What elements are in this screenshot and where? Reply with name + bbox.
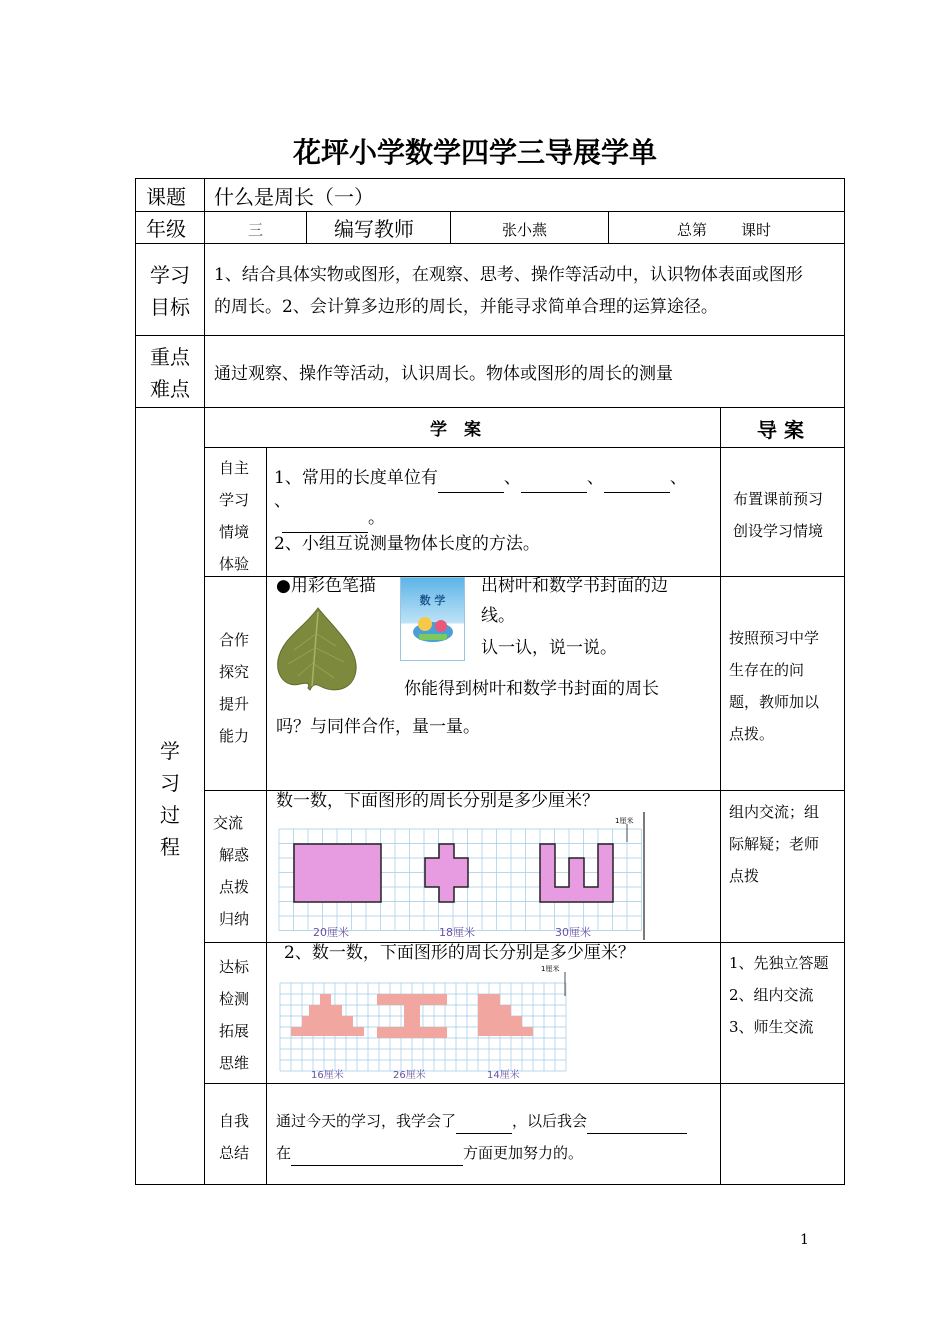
- s1-line-3: 2、小组互说测量物体长度的方法。: [274, 534, 540, 554]
- s5-line-2b: 方面更加努力的。: [463, 1144, 584, 1162]
- process-label-char-2: 习: [160, 771, 180, 795]
- book-illustration: [409, 610, 457, 644]
- grade-label: 年级: [146, 217, 186, 241]
- lesson-unit: 课时: [741, 221, 772, 239]
- s5-label-2: 总结: [219, 1144, 250, 1162]
- perimeter-figure-1: [275, 810, 655, 942]
- s1-guide-1: 布置课前预习: [733, 490, 824, 508]
- s2-guide-4: 点拨。: [729, 725, 775, 743]
- lesson-total: 总第: [677, 221, 708, 239]
- s5-line-2a: 在: [276, 1144, 292, 1162]
- s1-label-3: 情境: [219, 523, 250, 541]
- focus-label-2: 难点: [150, 377, 190, 401]
- s5-label-cell: [204, 1083, 267, 1185]
- math-book-title: 数 学: [419, 594, 446, 607]
- s2-line-4: 你能得到树叶和数学书封面的周长: [404, 679, 659, 699]
- s4-question: 2、数一数，下面图形的周长分别是多少厘米？: [284, 943, 635, 963]
- s2-line-5: 吗？与同伴合作，量一量。: [276, 717, 480, 737]
- s5-line-2: [276, 1141, 583, 1166]
- s1-line-2b: 。: [282, 505, 385, 533]
- unit-label-1: 1厘米: [615, 817, 634, 825]
- s3-label-1: 交流: [213, 814, 244, 832]
- s3-guide-3: 点拨: [729, 867, 760, 885]
- s3-question: 数一数，下面图形的周长分别是多少厘米？: [276, 791, 599, 811]
- s4-guide-2: 2、组内交流: [729, 986, 814, 1004]
- s3-guide-1: 组内交流；组: [729, 803, 820, 821]
- s2-line-3: 认一认，说一说。: [481, 638, 617, 658]
- s3-label-3: 点拨: [219, 878, 250, 896]
- answer-2-2: 26厘米: [393, 1070, 426, 1081]
- goal-text-cell: [204, 243, 845, 336]
- blank-2[interactable]: [521, 465, 587, 493]
- s2-label-1: 合作: [219, 631, 250, 649]
- s5-guide-cell: [720, 1083, 845, 1185]
- perimeter-figure-2: [275, 962, 585, 1082]
- shape-step: [478, 994, 533, 1036]
- process-label-char-3: 过: [160, 803, 180, 827]
- answer-1-1: 20厘米: [313, 926, 349, 939]
- s2-line-2: 线。: [481, 606, 515, 626]
- answer-2-3: 14厘米: [487, 1070, 520, 1081]
- guide-header: 导 案: [757, 418, 804, 442]
- shape-cross: [425, 844, 468, 902]
- s4-label-1: 达标: [219, 958, 250, 976]
- s2-guide-cell: [720, 576, 845, 791]
- topic-value: 什么是周长（一）: [214, 185, 374, 209]
- s2-guide-2: 生存在的问: [729, 661, 805, 679]
- s5-line-1a: 通过今天的学习，我学会了: [276, 1112, 457, 1130]
- blank-7[interactable]: [291, 1141, 463, 1166]
- s2-line-1b: 出树叶和数学书封面的边: [481, 576, 668, 596]
- math-book-image: [400, 577, 465, 661]
- s5-label-1: 自我: [219, 1112, 250, 1130]
- s4-label-2: 检测: [219, 990, 250, 1008]
- s5-line-1: [276, 1109, 687, 1134]
- process-label-char-4: 程: [160, 835, 180, 859]
- teacher-label: 编写教师: [334, 217, 414, 241]
- s5-content-cell: [266, 1083, 721, 1185]
- lesson-cell: [608, 211, 845, 244]
- grade-value: 三: [248, 221, 264, 239]
- shape-rectangle: [294, 844, 381, 902]
- s2-label-2: 探究: [219, 663, 250, 681]
- focus-label-1: 重点: [150, 345, 190, 369]
- answer-1-3: 30厘米: [555, 926, 591, 939]
- blank-4[interactable]: [282, 505, 368, 533]
- teacher-value: 张小燕: [502, 221, 548, 239]
- goal-line-2: 的周长。2、会计算多边形的周长，并能寻求简单合理的运算途径。: [214, 297, 718, 317]
- shape-comb: [540, 844, 613, 902]
- s2-label-4: 能力: [219, 727, 250, 745]
- study-header: 学 案: [430, 420, 481, 440]
- blank-5[interactable]: [456, 1109, 512, 1134]
- s3-label-2: 解惑: [219, 846, 250, 864]
- blank-1[interactable]: [438, 465, 504, 493]
- s1-guide-cell: [720, 447, 845, 577]
- blank-3[interactable]: [604, 465, 670, 493]
- leaf-image: [274, 604, 360, 696]
- goal-label-2: 目标: [150, 295, 190, 319]
- s4-label-3: 拓展: [219, 1022, 250, 1040]
- page-number: 1: [800, 1232, 809, 1248]
- page-title: 花坪小学数学四学三导展学单: [292, 136, 657, 169]
- goal-label-1: 学习: [150, 263, 190, 287]
- focus-text: 通过观察、操作等活动，认识周长。物体或图形的周长的测量: [214, 364, 673, 384]
- s4-guide-3: 3、师生交流: [729, 1018, 814, 1036]
- process-label-char-1: 学: [160, 739, 180, 763]
- goal-line-1: 1、结合具体实物或图形，在观察、思考、操作等活动中，认识物体表面或图形: [214, 265, 803, 285]
- s1-line-1: 1、常用的长度单位有 、 、 、: [274, 465, 687, 493]
- s1-label-4: 体验: [219, 555, 250, 573]
- answer-2-1: 16厘米: [311, 1070, 344, 1081]
- s1-guide-2: 创设学习情境: [733, 522, 824, 540]
- s4-guide-1: 1、先独立答题: [729, 954, 829, 972]
- s3-label-4: 归纳: [219, 910, 250, 928]
- topic-label: 课题: [146, 185, 186, 209]
- unit-label-2: 1厘米: [541, 965, 560, 973]
- s2-guide-3: 题，教师加以: [729, 693, 820, 711]
- s2-line-1a: ●用彩色笔描: [276, 576, 376, 596]
- s5-line-1b: ，以后我会: [512, 1112, 588, 1130]
- s1-line-1-text: 1、常用的长度单位有: [274, 468, 438, 488]
- s2-guide-1: 按照预习中学: [729, 629, 820, 647]
- s3-guide-2: 际解疑；老师: [729, 835, 820, 853]
- s1-label-1: 自主: [219, 459, 250, 477]
- blank-6[interactable]: [587, 1109, 687, 1134]
- answer-1-2: 18厘米: [439, 926, 475, 939]
- s1-line-2: 、: [274, 491, 291, 511]
- s2-label-3: 提升: [219, 695, 250, 713]
- s4-label-4: 思维: [219, 1054, 250, 1072]
- s1-label-2: 学习: [219, 491, 250, 509]
